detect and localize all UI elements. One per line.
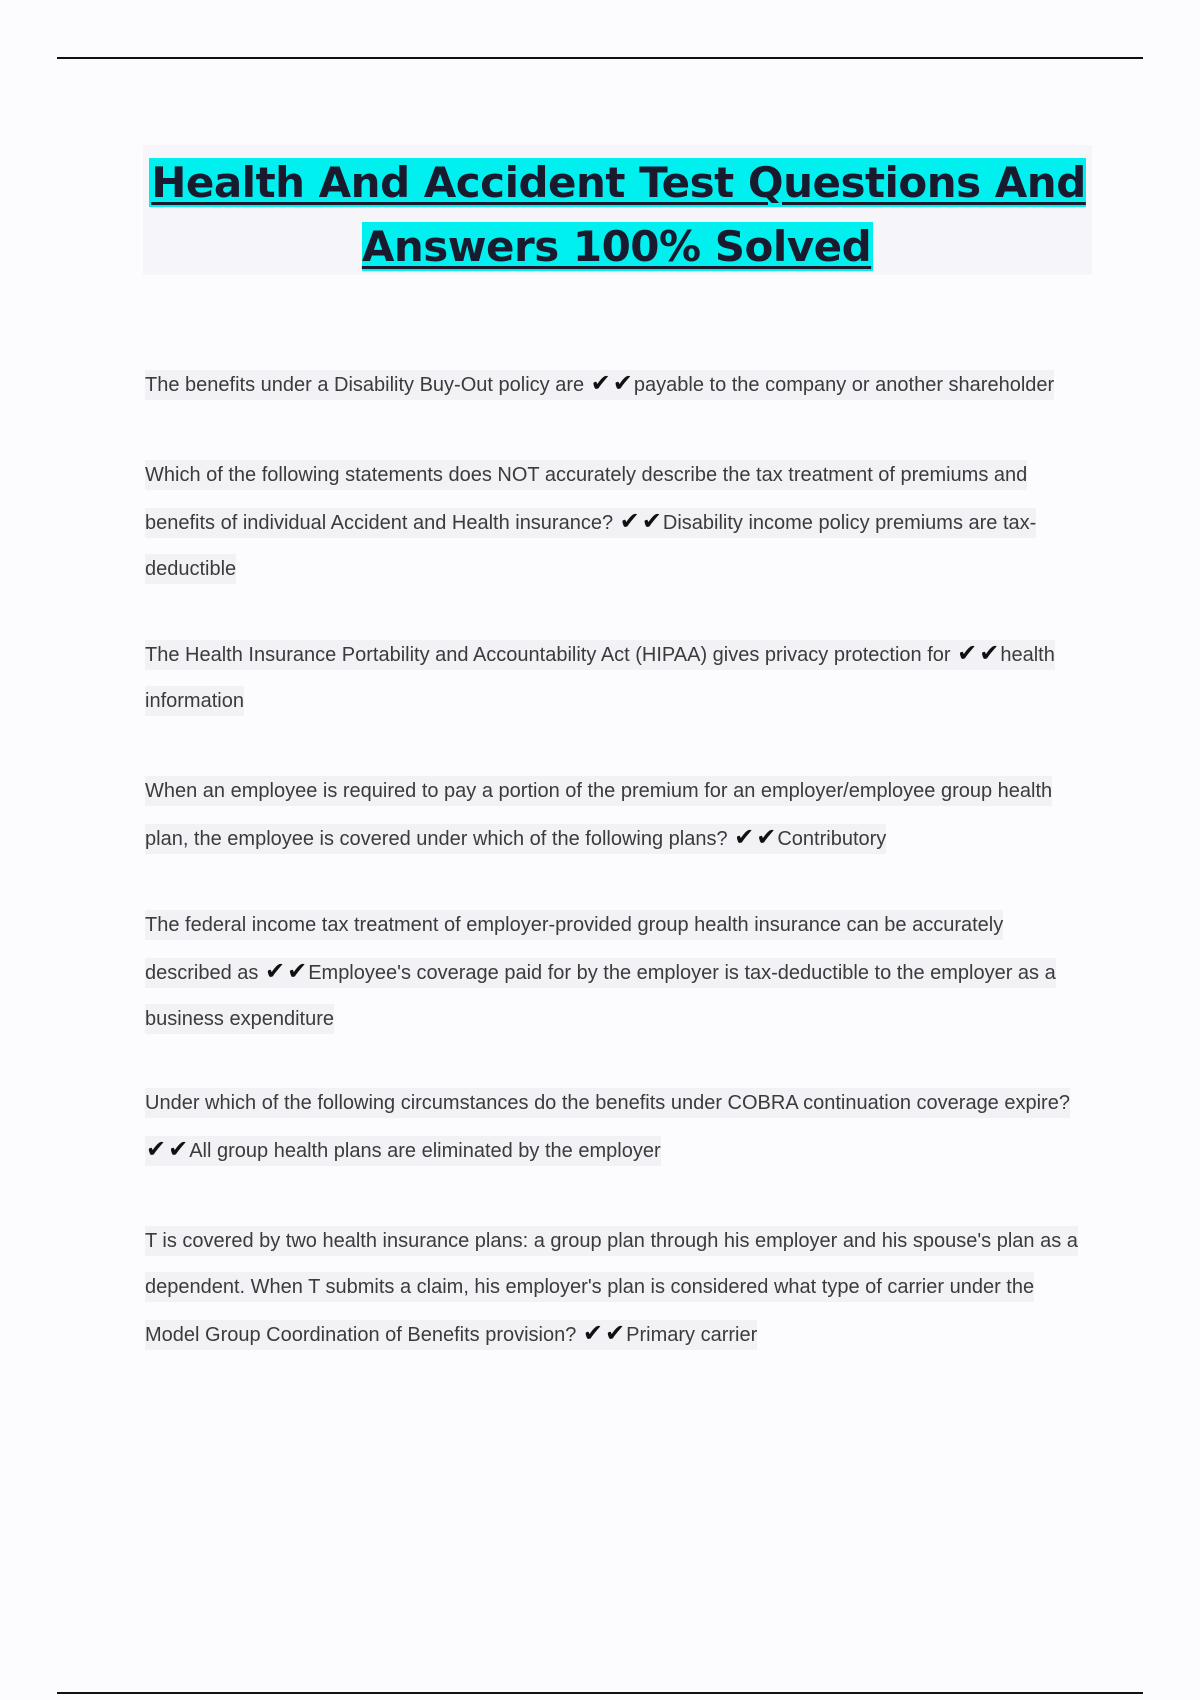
check-icon: ✔ [590, 369, 611, 397]
title-band [143, 145, 1092, 275]
check-icon: ✔ [619, 507, 640, 535]
top-rule [57, 57, 1143, 59]
answer-text: All group health plans are eliminated by the employer [189, 1140, 661, 1162]
check-icon: ✔ [264, 957, 286, 985]
answer-text: Disability income policy premiums are tax-deductible [145, 512, 1037, 580]
qa-list [145, 360, 1085, 1358]
question-text: T is covered by two health insurance plans: a group plan through his employer and his spouse's plan as a dependent. When T submits a claim, his employer's plan is considered what type of carrier under the Model Group Coordination of Benefits provision? [145, 1230, 1078, 1346]
qa-item [145, 902, 1085, 1042]
check-icon: ✔ [957, 639, 978, 667]
question-text: Which of the following statements does NOT accurately describe the tax treatment of premiums and benefits of individual Accident and Health insurance? [145, 464, 1028, 534]
qa-item [145, 360, 1085, 408]
check-icon: ✔ [979, 639, 1000, 667]
check-icon: ✔ [756, 823, 777, 851]
qa-item [145, 452, 1085, 592]
qa-item [145, 1080, 1085, 1174]
check-icon: ✔ [287, 957, 308, 985]
answer-text: payable to the company or another shareholder [633, 374, 1055, 396]
check-icon: ✔ [641, 507, 662, 535]
question-text: The federal income tax treatment of employer-provided group health insurance can be accurately described as [145, 914, 1004, 984]
question-text: When an employee is required to pay a portion of the premium for an employer/employee group health plan, the employee is covered under which of the following plans? [145, 780, 1053, 850]
answer-text: Contributory [777, 828, 887, 850]
check-icon: ✔ [605, 1319, 626, 1347]
qa-item [145, 768, 1085, 862]
document-title-text: Health And Accident Test Questions And Answers 100% Solved [151, 158, 1086, 271]
check-icon: ✔ [168, 1135, 189, 1163]
document-title [143, 145, 1092, 279]
check-icon: ✔ [734, 823, 755, 851]
check-icon: ✔ [582, 1319, 604, 1347]
answer-text: Employee's coverage paid for by the employer is tax-deductible to the employer as a business expenditure [145, 962, 1056, 1030]
question-text: Under which of the following circumstances do the benefits under COBRA continuation coverage expire? [145, 1092, 1070, 1114]
qa-item [145, 1218, 1085, 1358]
qa-item [145, 630, 1085, 724]
check-icon: ✔ [612, 369, 633, 397]
question-text: The Health Insurance Portability and Accountability Act (HIPAA) gives privacy protection for [145, 644, 951, 666]
answer-text: health information [145, 644, 1055, 712]
bottom-rule [57, 1692, 1143, 1694]
answer-text: Primary carrier [626, 1324, 758, 1346]
question-text: The benefits under a Disability Buy-Out policy are [145, 374, 585, 396]
check-icon: ✔ [146, 1135, 167, 1163]
